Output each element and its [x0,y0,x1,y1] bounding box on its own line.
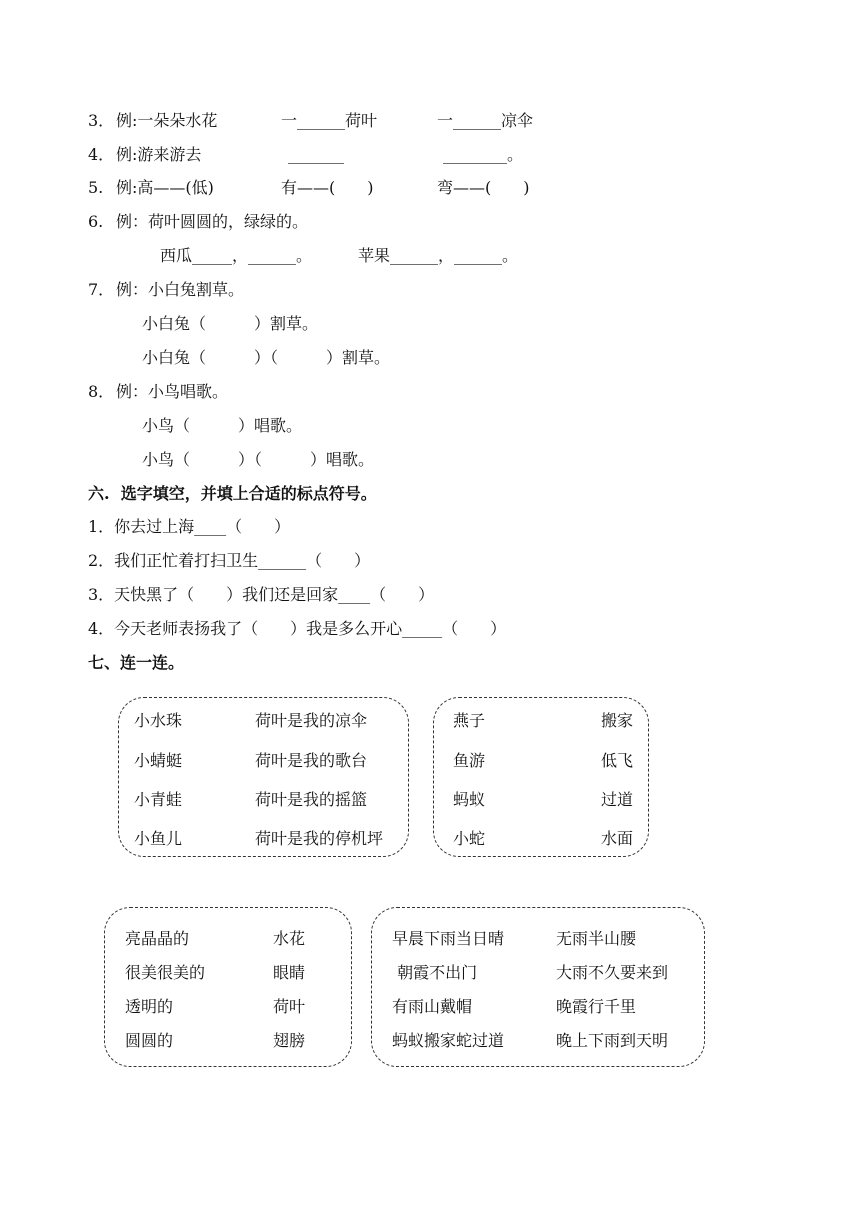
match-right-item[interactable]: 大雨不久要来到 [556,963,669,982]
match-left-item[interactable]: 蚂蚁搬家蛇过道 [392,1031,505,1050]
exercise-blank: 小鸟（ ）唱歌。 [142,416,303,435]
exercise-blank: 小白兔（ ）割草。 [142,314,319,333]
match-left-item[interactable]: 燕子 [453,711,486,730]
match-right-item[interactable]: 翅膀 [273,1031,306,1050]
question-item: 4．今天老师表扬我了（ ）我是多么开心_____（ ） [88,619,507,638]
match-right-item[interactable]: 荷叶是我的停机坪 [255,829,384,848]
match-left-item[interactable]: 小蛇 [453,829,486,848]
exercise-blank: _______ [288,145,344,164]
match-right-item[interactable]: 荷叶是我的歌台 [255,751,368,770]
match-right-item[interactable]: 晚上下雨到天明 [556,1031,669,1050]
match-left-item[interactable]: 圆圆的 [125,1031,174,1050]
match-left-item[interactable]: 透明的 [125,997,174,1016]
match-right-item[interactable]: 低飞 [601,751,634,770]
matching-box [118,697,409,857]
matching-box [433,697,649,857]
exercise-example: 例：小鸟唱歌。 [116,382,229,401]
exercise-number: 8． [88,382,115,401]
question-item: 2．我们正忙着打扫卫生______（ ） [88,551,371,570]
exercise-number: 5. [88,178,104,197]
match-left-item[interactable]: 小鱼儿 [134,829,183,848]
exercise-number: 7． [88,280,115,299]
match-left-item[interactable]: 有雨山戴帽 [392,997,473,1016]
exercise-number: 4． [88,145,115,164]
match-right-item[interactable]: 荷叶是我的凉伞 [255,711,368,730]
match-right-item[interactable]: 荷叶是我的摇篮 [255,790,368,809]
match-right-item[interactable]: 水花 [273,929,306,948]
exercise-example: 例：荷叶圆圆的，绿绿的。 [116,212,309,231]
match-left-item[interactable]: 小蜻蜓 [134,751,183,770]
match-left-item[interactable]: 亮晶晶的 [125,929,190,948]
matching-box [104,907,352,1067]
exercise-blank: 一______凉伞 [437,111,534,130]
match-right-item[interactable]: 水面 [601,829,634,848]
match-right-item[interactable]: 晚霞行千里 [556,997,637,1016]
exercise-blank: 一______荷叶 [281,111,378,130]
match-right-item[interactable]: 搬家 [601,711,634,730]
exercise-example: 例:游来游去 [116,145,202,164]
matching-box [371,907,705,1067]
match-right-item[interactable]: 无雨半山腰 [556,929,637,948]
match-left-item[interactable]: 蚂蚁 [453,790,486,809]
exercise-example: 例：小白兔割草。 [116,280,245,299]
exercise-blank: 苹果______，______。 [358,246,519,265]
question-item: 1．你去过上海____（ ） [88,517,291,536]
match-left-item[interactable]: 早晨下雨当日晴 [392,929,505,948]
exercise-blank: ________。 [443,145,524,164]
question-item: 3．天快黑了（ ）我们还是回家____（ ） [88,585,435,604]
match-right-item[interactable]: 眼睛 [273,963,306,982]
exercise-blank: 弯——( ) [437,178,530,197]
match-right-item[interactable]: 荷叶 [273,997,306,1016]
match-left-item[interactable]: 朝霞不出门 [392,963,478,982]
exercise-blank: 小鸟（ ）（ ）唱歌。 [142,450,375,469]
exercise-example: 例:一朵朵水花 [116,111,218,130]
match-left-item[interactable]: 小水珠 [134,711,183,730]
match-left-item[interactable]: 鱼游 [453,751,486,770]
exercise-example: 例:高——(低) [116,178,214,197]
section-title: 七、连一连。 [88,653,185,672]
exercise-blank: 有——( ) [281,178,374,197]
exercise-blank: 西瓜_____，______。 [160,246,313,265]
section-title: 六. 选字填空，并填上合适的标点符号。 [88,484,377,503]
match-right-item[interactable]: 过道 [601,790,634,809]
exercise-blank: 小白兔（ ）（ ）割草。 [142,348,391,367]
match-left-item[interactable]: 小青蛙 [134,790,183,809]
exercise-number: 3． [88,111,115,130]
match-left-item[interactable]: 很美很美的 [125,963,206,982]
exercise-number: 6. [88,212,104,231]
